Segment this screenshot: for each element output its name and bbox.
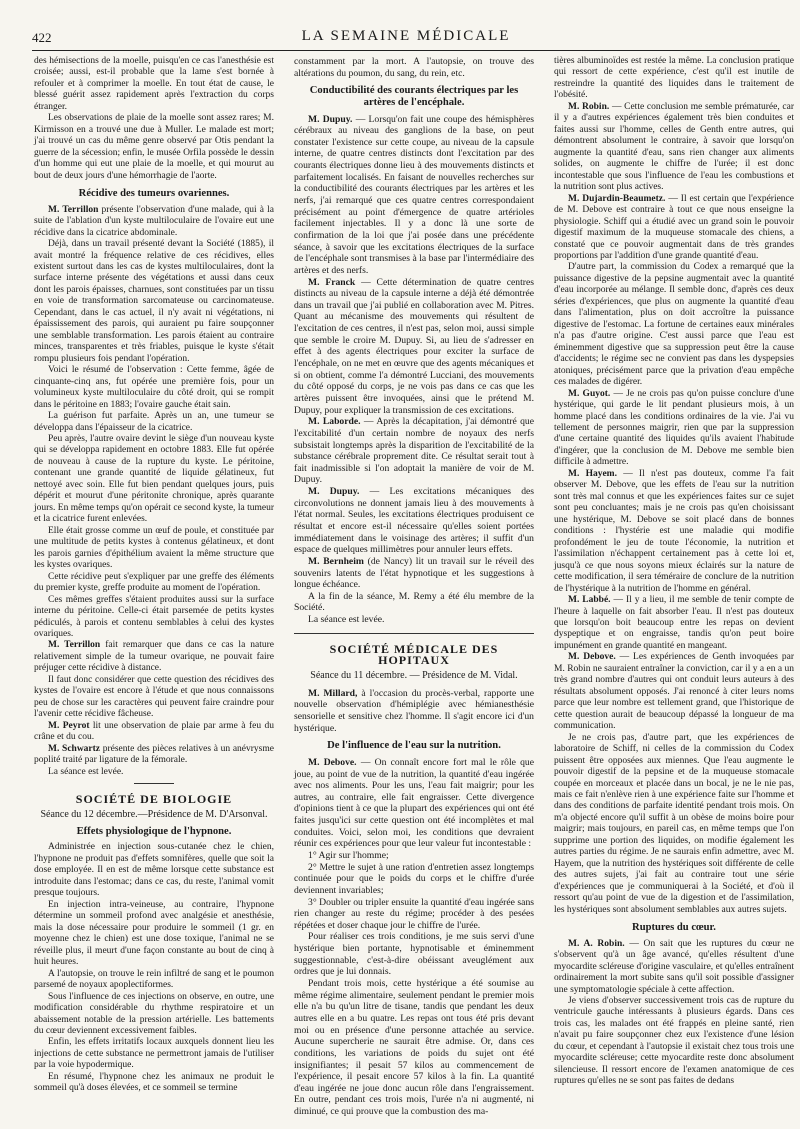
paragraph <box>554 595 794 652</box>
paragraph-text: — On sait que les ruptures du cœur ne s'observent qu'à un âge avancé, qu'elles résultent d'une myocardite scléreuse d'origine vasculaire, et qu'elles entraînent ordinairement la mort subite sans qu'il soit possible d'assigner une symptomatologie spéciale à cette affection. <box>554 938 794 995</box>
speaker-name: M. Schwartz <box>48 743 101 754</box>
speaker-name: M. Terrillon <box>48 204 99 215</box>
society-title: SOCIÉTÉ DE BIOLOGIE <box>75 792 233 807</box>
speaker-name: M. Laborde. <box>308 416 361 428</box>
paragraph <box>294 486 534 556</box>
speaker-name: M. Debove. <box>308 756 357 768</box>
speaker-name: M. Hayem. <box>568 468 617 479</box>
paragraph-text: — Les excitations mécaniques des circonvolutions ne donnent jamais lieu à des mouvements à l'état normal. Seules, les excitations électriques produisent ce résultat et encore est-il nécessaire qu'elles soient portées immédiatement dans le voisinage des artères; il suffit d'un espace de quelques millimètres pour annuler leurs effets. <box>294 486 535 556</box>
paragraph-text: — Après la décapitation, j'ai démontré que l'excitabilité d'un certain nombre de noyaux des nerfs subsistait longtemps après la disparition de l'excitabilité de la substance cérébrale proprement dite. Ce résultat serait tout à fait inadmissible si l'on adoptait la manière de voir de M. Dupuy. <box>294 416 534 486</box>
paragraph-text: — Il n'est pas douteux, comme l'a fait observer M. Debove, que les effets de l'eau sur la nutrition sont très mal connus et que les expériences faites sur ce sujet sont peu concluantes; mais je ne crois pas qu'en choisissant une hystérique, M. Debove se soit placé dans de bonnes conditions : l'hystérie est une maladie qui modifie profondément le jeu de toute l'économie, la nutrition et l'assimilation n'échappent certainement pas à cette loi et, jusqu'à ce que nous soyons mieux éclairés sur la nature de cette modification, il sera téméraire de conclure de la nutrition de l'hystérique à la nutrition de l'homme en général. <box>554 468 794 594</box>
section-title: Effets physiologique de l'hypnone. <box>76 826 232 837</box>
separator <box>294 633 534 634</box>
paragraph <box>294 416 534 486</box>
header-rule <box>32 50 780 51</box>
section-title: De l'influence de l'eau sur la nutrition. <box>327 740 501 752</box>
paragraph: A la fin de la séance, M. Remy a été élu membre de la Société. <box>294 590 534 614</box>
paragraph: Sous l'influence de ces injections on observe, en outre, une modification considérable du rhythme respiratoire et un abaissement notable de la pression artérielle. Les battements du cœur deviennent excessivement faibles. <box>34 991 274 1036</box>
paragraph-text: — On connaît encore fort mal le rôle que joue, au point de vue de la nutrition, la quantité d'eau ingérée avec nos aliments. Pour les uns, l'eau fait maigrir; pour les autres, au contraire, elle fait engraisser. Cette divergence d'opinions tient à ce que la plupart des expériences qui ont été faites jusqu'ici sur cette question ont été incomplètes et mal conduites. Voici, selon moi, les conditions que devraient réunir ces expériences pour que leur valeur fut incontestable : <box>294 756 535 850</box>
paragraph-text: — Les expériences de Genth invoquées par M. Robin ne sauraient entraîner la conviction, car il y a en a un très grand nombre d'autres qui ont conduit leurs auteurs à des résultats absolument opposés. J'ai renoncé à citer leurs noms parce que leur nombre est tellement grand, que l'historique de cette question aurait de beaucoup dépassé la longueur de ma communication. <box>554 652 795 732</box>
paragraph-text: présente des pièces relatives à un anévrysme poplité traité par ligature de la fémorale. <box>34 743 274 766</box>
section-title: Ruptures du cœur. <box>632 922 716 934</box>
paragraph-text: — Cette détermination de quatre centres distincts au niveau de la capsule interne a déjà été démontrée dans un travail que j'ai publié en collaboration avec M. Pitres. Quant au mécanisme des mouvements qui résultent de l'excitation de ces centres, il n'est pas, selon moi, aussi simple que semble le croire M. Dupuy. Si, au lieu de s'adresser en effet à des agents électriques pour exciter la surface de l'encéphale, on ne met en œuvre que des agents mécaniques et si on obtient, comme l'a démontré Lucciani, des mouvements du côté opposé du corps, je ne vois pas dans ce cas que les artères puissent être invoquées, ainsi que le prétend M. Dupuy, pour expliquer la transmission de ces excitations. <box>294 276 535 416</box>
paragraph <box>294 277 534 417</box>
paragraph: Ces mêmes greffes s'étaient produites aussi sur la surface interne du péritoine. Celle-ci était parsemée de petits kystes pédiculés, à parois et contenu semblables à celui des kystes ovariques. <box>34 594 274 639</box>
paragraph: Je ne crois pas, d'autre part, que les expériences de laboratoire de Schiff, ni celles de la commission du Codex puissent être opposées aux miennes. Que l'eau augmente le pouvoir digestif de la pepsine et de la muqueuse stomacale coupée en morceaux et placée dans un bocal, je ne le nie pas, mais ce fait n'enlève rien à une expérience faite sur l'homme et dans des conditions de parfaite identité pendant trois mois. On m'a objecté encore qu'il suffit à un obèse de moins boire pour maigrir; mais toujours, en pareil cas, en même temps que l'on supprime une portion des liquides, on modifie également les autres parties du régime. Je ne saurais enfin admettre, avec M. Hayem, que la nutrition des hystériques soit différente de celle des autres sujets, j'ai fait au contraire tout une série d'expériences que je communiquerai à la Société, et d'où il ressort qu'au point de vue de la digestion et de l'assimilation, les hystériques sont absolument semblables aux autres sujets. <box>554 732 794 915</box>
paragraph: constamment par la mort. A l'autopsie, on trouve des altérations du poumon, du sang, du rein, etc. <box>294 56 534 79</box>
paragraph: Administrée en injection sous-cutanée chez le chien, l'hypnone ne produit pas d'effets somnifères, quelle que soit la dose employée. Il en est de même lorsque cette substance est introduite dans l'estomac; dans ce cas, du reste, l'animal vomit presque toujours. <box>34 842 274 899</box>
paragraph: Cette récidive peut s'expliquer par une greffe des éléments du premier kyste, greffe produite au moment de l'opération. <box>34 571 274 594</box>
section-title: Conductibilité des courants électriques par les artères de l'encéphale. <box>309 85 519 108</box>
paragraph: Pour réaliser ces trois conditions, je me suis servi d'une hystérique bien portante, hypnotisable et éminemment suggestionnable, c'est-à-dire obéissant aveuglément aux ordres que je lui donnais. <box>294 931 534 978</box>
paragraph-text: (de Nancy) lit un travail sur le réveil des souvenirs latents de l'état hypnotique et les suggestions à longue échéance. <box>294 555 535 591</box>
paragraph-text: présente l'observation d'une malade, qui à la suite de l'ablation d'un kyste multiloculaire de l'ovaire eut une récidive dans la cicatrice abdominale. <box>34 204 274 238</box>
paragraph: En injection intra-veineuse, au contraire, l'hypnone détermine un sommeil profond avec analgésie et anesthésie, mais la dose nécessaire pour produire le sommeil (1 gr. en moyenne chez le chien) est une dose toxique, l'animal ne se réveille plus, il meurt d'une façon constante au bout de cinq à huit heures. <box>34 899 274 968</box>
speaker-name: M. Millard, <box>308 687 358 699</box>
paragraph: 3° Doubler ou tripler ensuite la quantité d'eau ingérée sans rien changer au reste du régime; procéder à des pesées répétées et doser chaque jour le chiffre de l'urée. <box>294 896 534 931</box>
paragraph <box>294 688 534 735</box>
paragraph: Pendant trois mois, cette hystérique a été soumise au même régime alimentaire, seulement pendant le premier mois elle n'a bu qu'un litre de tisane, tandis que pendant les deux autres elle en a bu quatre. Les repas ont tous été pris devant moi ou en présence d'une personne attachée au service. Aucune supercherie ne saurait être admise. Or, dans ces conditions, les variations de poids du sujet ont été insignifiantes; il pesait 57 kilos au commencement de l'expérience, il pesait encore 57 kilos à la fin. La quantité d'eau ingérée ne joue donc aucun rôle dans l'engraissement. En outre, pendant ces trois mois, l'urée n'a ni augmenté, ni diminué, ce qui prouve que la combustion des ma- <box>294 978 534 1118</box>
paragraph-text: — Cette conclusion me semble prématurée, car il y a d'autres expériences également très bien conduites et faites aussi sur l'homme, celles de Genth entre autres, qui démontrent absolument le contraire, à savoir que lorsqu'on augmente la quantité d'eau, sans rien changer aux aliments solides, on augmente le chiffre de l'urée; il est donc incontestable que sous l'influence de l'eau les combustions et la nutrition sont plus actives. <box>554 101 795 193</box>
paragraph: 1° Agir sur l'homme; <box>308 850 389 861</box>
paragraph: D'autre part, la commission du Codex a remarqué que la puissance digestive de la pepsine augmentait avec la quantité d'eau incorporée au mélange. Il semble donc, d'après ces deux séries d'expériences, que plus on augmente la quantité d'eau dans l'alimentation, plus on doit accroître la puissance digestive de l'estomac. La fortune de certaines eaux minérales n'a pas d'autre origine. C'est aussi parce que l'eau est éminemment digestive que sa suppression peut être la cause d'accidents; le régime sec ne convient pas dans les dyspepsies atoniques, précisément parce que la privation d'eau empêche ces malades de digérer. <box>554 262 794 388</box>
paragraph <box>554 194 794 263</box>
paragraph <box>554 652 794 732</box>
paragraph: Voici le résumé de l'observation : Cette femme, âgée de cinquante-cinq ans, fut opérée une première fois, pour un volumineux kyste multiloculaire du côté droit, qui se rompit dans le péritoine en 1883; l'ovaire gauche était sain. <box>34 365 274 410</box>
paragraph: La séance est levée. <box>308 614 385 626</box>
speaker-name: M. Dupuy. <box>308 486 360 498</box>
paragraph <box>34 721 274 744</box>
paragraph: Déjà, dans un travail présenté devant la Société (1885), il avait montré la fréquence relative de ces récidives, elles existent surtout dans les cas de kystes multiloculaires, dont la surface interne présente des végétations et aussi dans ceux dont les parois épaisses, charnues, sont constituées par un tissu en voie de transformation sarcomateuse ou carcinomateuse. Cependant, dans le cas actuel, il n'y avait ni végétations, ni épaississement des parois, qui auraient pu faire soupçonner une semblable transformation. Les parois étaient au contraire minces, transparentes et très friables, puisque le kyste s'était rompu plusieurs fois pendant l'opération. <box>34 239 274 364</box>
page-header <box>32 24 780 50</box>
paragraph: Il faut donc considérer que cette question des récidives des kystes de l'ovaire est encore à l'étude et que nous connaissons peu de chose sur les caractères qui peuvent faire craindre pour l'avenir cette récidive fâcheuse. <box>34 674 274 720</box>
speaker-name: M. A. Robin. <box>568 938 625 949</box>
journal-title: LA SEMAINE MÉDICALE <box>301 28 511 44</box>
paragraph-text: fait remarquer que dans ce cas la nature relativement simple de la tumeur ovarique, ne pouvait faire préjuger cette récidive à distance. <box>34 640 274 674</box>
speaker-name: M. Terrillon <box>48 640 101 651</box>
section-title: Récidive des tumeurs ovariennes. <box>78 188 230 200</box>
society-title: SOCIÉTÉ MÉDICALE DES HOPITAUX <box>329 641 499 668</box>
paragraph: La guérison fut parfaite. Après un an, une tumeur se développa dans l'épaisseur de la cicatrice. <box>34 411 274 433</box>
page-number: 422 <box>32 30 52 45</box>
paragraph: Je viens d'observer successivement trois cas de rupture du ventricule gauche intéressants à plusieurs égards. Dans ces trois cas, les malades ont été frappés en pleine santé, rien n'avait pu faire soupçonner chez eux l'existence d'une lésion du cœur, et cependant à l'autopsie il existait chez tous trois une myocardite scléreuse; cette myocardite reste donc absolument silencieuse. Il ressort encore de l'examen anatomique de ces ruptures qu'elles ne se sont pas faites de dedans <box>554 995 794 1087</box>
session-line: Séance du 11 décembre. — Présidence de M. Vidal. <box>310 670 518 682</box>
speaker-name: M. Dujardin-Beaumetz. <box>568 193 666 204</box>
paragraph: des hémisections de la moelle, puisqu'en ce cas l'anesthésie est croisée; aussi, est-il probable que la lame s'est bornée à refouler et à comprimer la moelle. En tout état de cause, le blessé guérit assez rapidement après l'extraction du corps étranger. <box>34 56 274 112</box>
paragraph-text: lit une observation de plaie par arme à feu du crâne et du cou. <box>34 720 274 743</box>
speaker-name: M. Bernheim <box>308 555 364 567</box>
speaker-name: M. Debove. <box>568 652 616 663</box>
speaker-name: M. Guyot. <box>568 388 611 399</box>
paragraph <box>554 469 794 595</box>
paragraph <box>554 389 794 469</box>
paragraph: Elle était grosse comme un œuf de poule, et constituée par une multitude de petits kystes à contenus gélatineux, et dont les parois garnies d'épithélium avaient la même structure que les kystes ovariques. <box>34 525 274 571</box>
speaker-name: M. Dupuy. <box>308 113 353 125</box>
speaker-name: M. Robin. <box>568 101 610 112</box>
speaker-name: M. Peyrot <box>48 720 90 731</box>
paragraph: Enfin, les effets irritatifs locaux auxquels donnent lieu les injections de cette substance ne permettront jamais de l'utiliser par la voie hypodermique. <box>34 1037 274 1071</box>
separator <box>134 783 174 784</box>
paragraph: En résumé, l'hypnone chez les animaux ne produit le sommeil qu'à doses élevées, et ce sommeil se termine <box>34 1071 274 1094</box>
paragraph <box>554 102 794 194</box>
paragraph <box>294 757 534 850</box>
paragraph: tières albuminoïdes est restée la même. La conclusion pratique qui ressort de cette expérience, c'est qu'il est inutile de restreindre la quantité des liquides dans le traitement de l'obésité. <box>554 56 794 101</box>
paragraph-text: — Je ne crois pas qu'on puisse conclure d'une hystérique, qui garde le lit pendant plusieurs mois, à un homme placé dans les conditions ordinaires de la vie. J'ai vu tellement de personnes maigrir, rien que par la suppression d'une certaine quantité des liquides qu'ils avaient l'habitude d'ingérer, que la conclusion de M. Debove me semble bien difficile à admettre. <box>554 388 794 468</box>
column-2 <box>294 56 534 1118</box>
column-3 <box>554 56 794 1088</box>
paragraph: Les observations de plaie de la moelle sont assez rares; M. Kirmisson en a trouvé une due à Muller. Le malade est mort; j'ai trouvé un cas du même genre observé par Otis pendant la guerre de la sécession; enfin, le musée Orfila possède le dessin d'un homme qui eut une plaie de la moelle, et qui mourut au bout de deux jours d'une hémorrhagie de l'aorte. <box>34 113 274 181</box>
speaker-name: M. Franck <box>308 276 356 288</box>
speaker-name: M. Labbé. <box>568 595 611 606</box>
paragraph <box>34 744 274 767</box>
column-1 <box>34 56 274 1095</box>
paragraph: Peu après, l'autre ovaire devint le siège d'un nouveau kyste qui se développa rapidement en octobre 1883. Elle fut opérée de nouveau à cause de la rupture du kyste. Le péritoine, contenant une grande quantité de liquide gélatineux, fut nettoyé avec soin. Elle fut bien pendant quelques jours, puis dépérit et mourut d'une péritonite chronique, après quarante jours. En même temps qu'on opérait ce second kyste, la tumeur et la cicatrice furent enlevées. <box>34 434 274 525</box>
paragraph-text: — Lorsqu'on fait une coupe des hémisphères cérébraux au niveau des ganglions de la base, on peut constater l'existence sur cette coupe, au niveau de la capsule interne, de quatre centres distincts dont l'excitation par des courants électriques donne lieu à des mouvements distincts et parfaitement localisés. En faisant de nouvelles recherches sur la conductibilité des courants électriques par les artères et les nerfs, j'ai remarqué que ces quatre centres correspondaient précisément au point d'émergence de quatre artérioles facilement injectables. Il y a donc là une sorte de confirmation de la loi que j'ai posée dans une précédente séance, à savoir que les excitations électriques de la surface de l'encéphale sont transmises à la base par l'intermédiaire des artères et des nerfs. <box>294 113 535 276</box>
paragraph: La séance est levée. <box>48 766 124 777</box>
paragraph-text: à l'occasion du procès-verbal, rapporte une nouvelle observation d'hémiplégie avec hémianesthésie sensorielle et sensitive chez l'homme. Il s'agit encore ici d'un hystérique. <box>294 687 534 734</box>
paragraph <box>554 939 794 996</box>
paragraph <box>294 556 534 591</box>
paragraph: A l'autopsie, on trouve le rein infiltré de sang et le poumon parsemé de noyaux apoplectiformes. <box>34 968 274 991</box>
paragraph <box>34 205 274 239</box>
session-line: Séance du 12 décembre.—Présidence de M. D'Arsonval. <box>40 808 268 820</box>
paragraph-text: — Il est certain que l'expérience de M. Debove est contraire à tout ce que nous enseigne la physiologie. Schiff qui a étudié avec un grand soin le pouvoir digestif maximum de la muqueuse stomacale des chiens, a constaté que ce pouvoir augmentait dans de très grandes proportions par l'addition d'une grande quantité d'eau. <box>554 193 794 261</box>
paragraph <box>34 640 274 674</box>
paragraph: 2° Mettre le sujet à une ration d'entretien assez longtemps continuée pour que le poids du corps et le chiffre d'urée deviennent invariables; <box>294 861 534 896</box>
paragraph <box>294 114 534 277</box>
paragraph-text: — Il y a lieu, il me semble de tenir compte de l'heure à laquelle on fait absorber l'eau. Il n'est pas douteux que lorsqu'on boit beaucoup entre les repas on devient dyspeptique et on engraisse, tandis qu'on peut boire impunément en grande quantité en mangeant. <box>554 595 795 651</box>
